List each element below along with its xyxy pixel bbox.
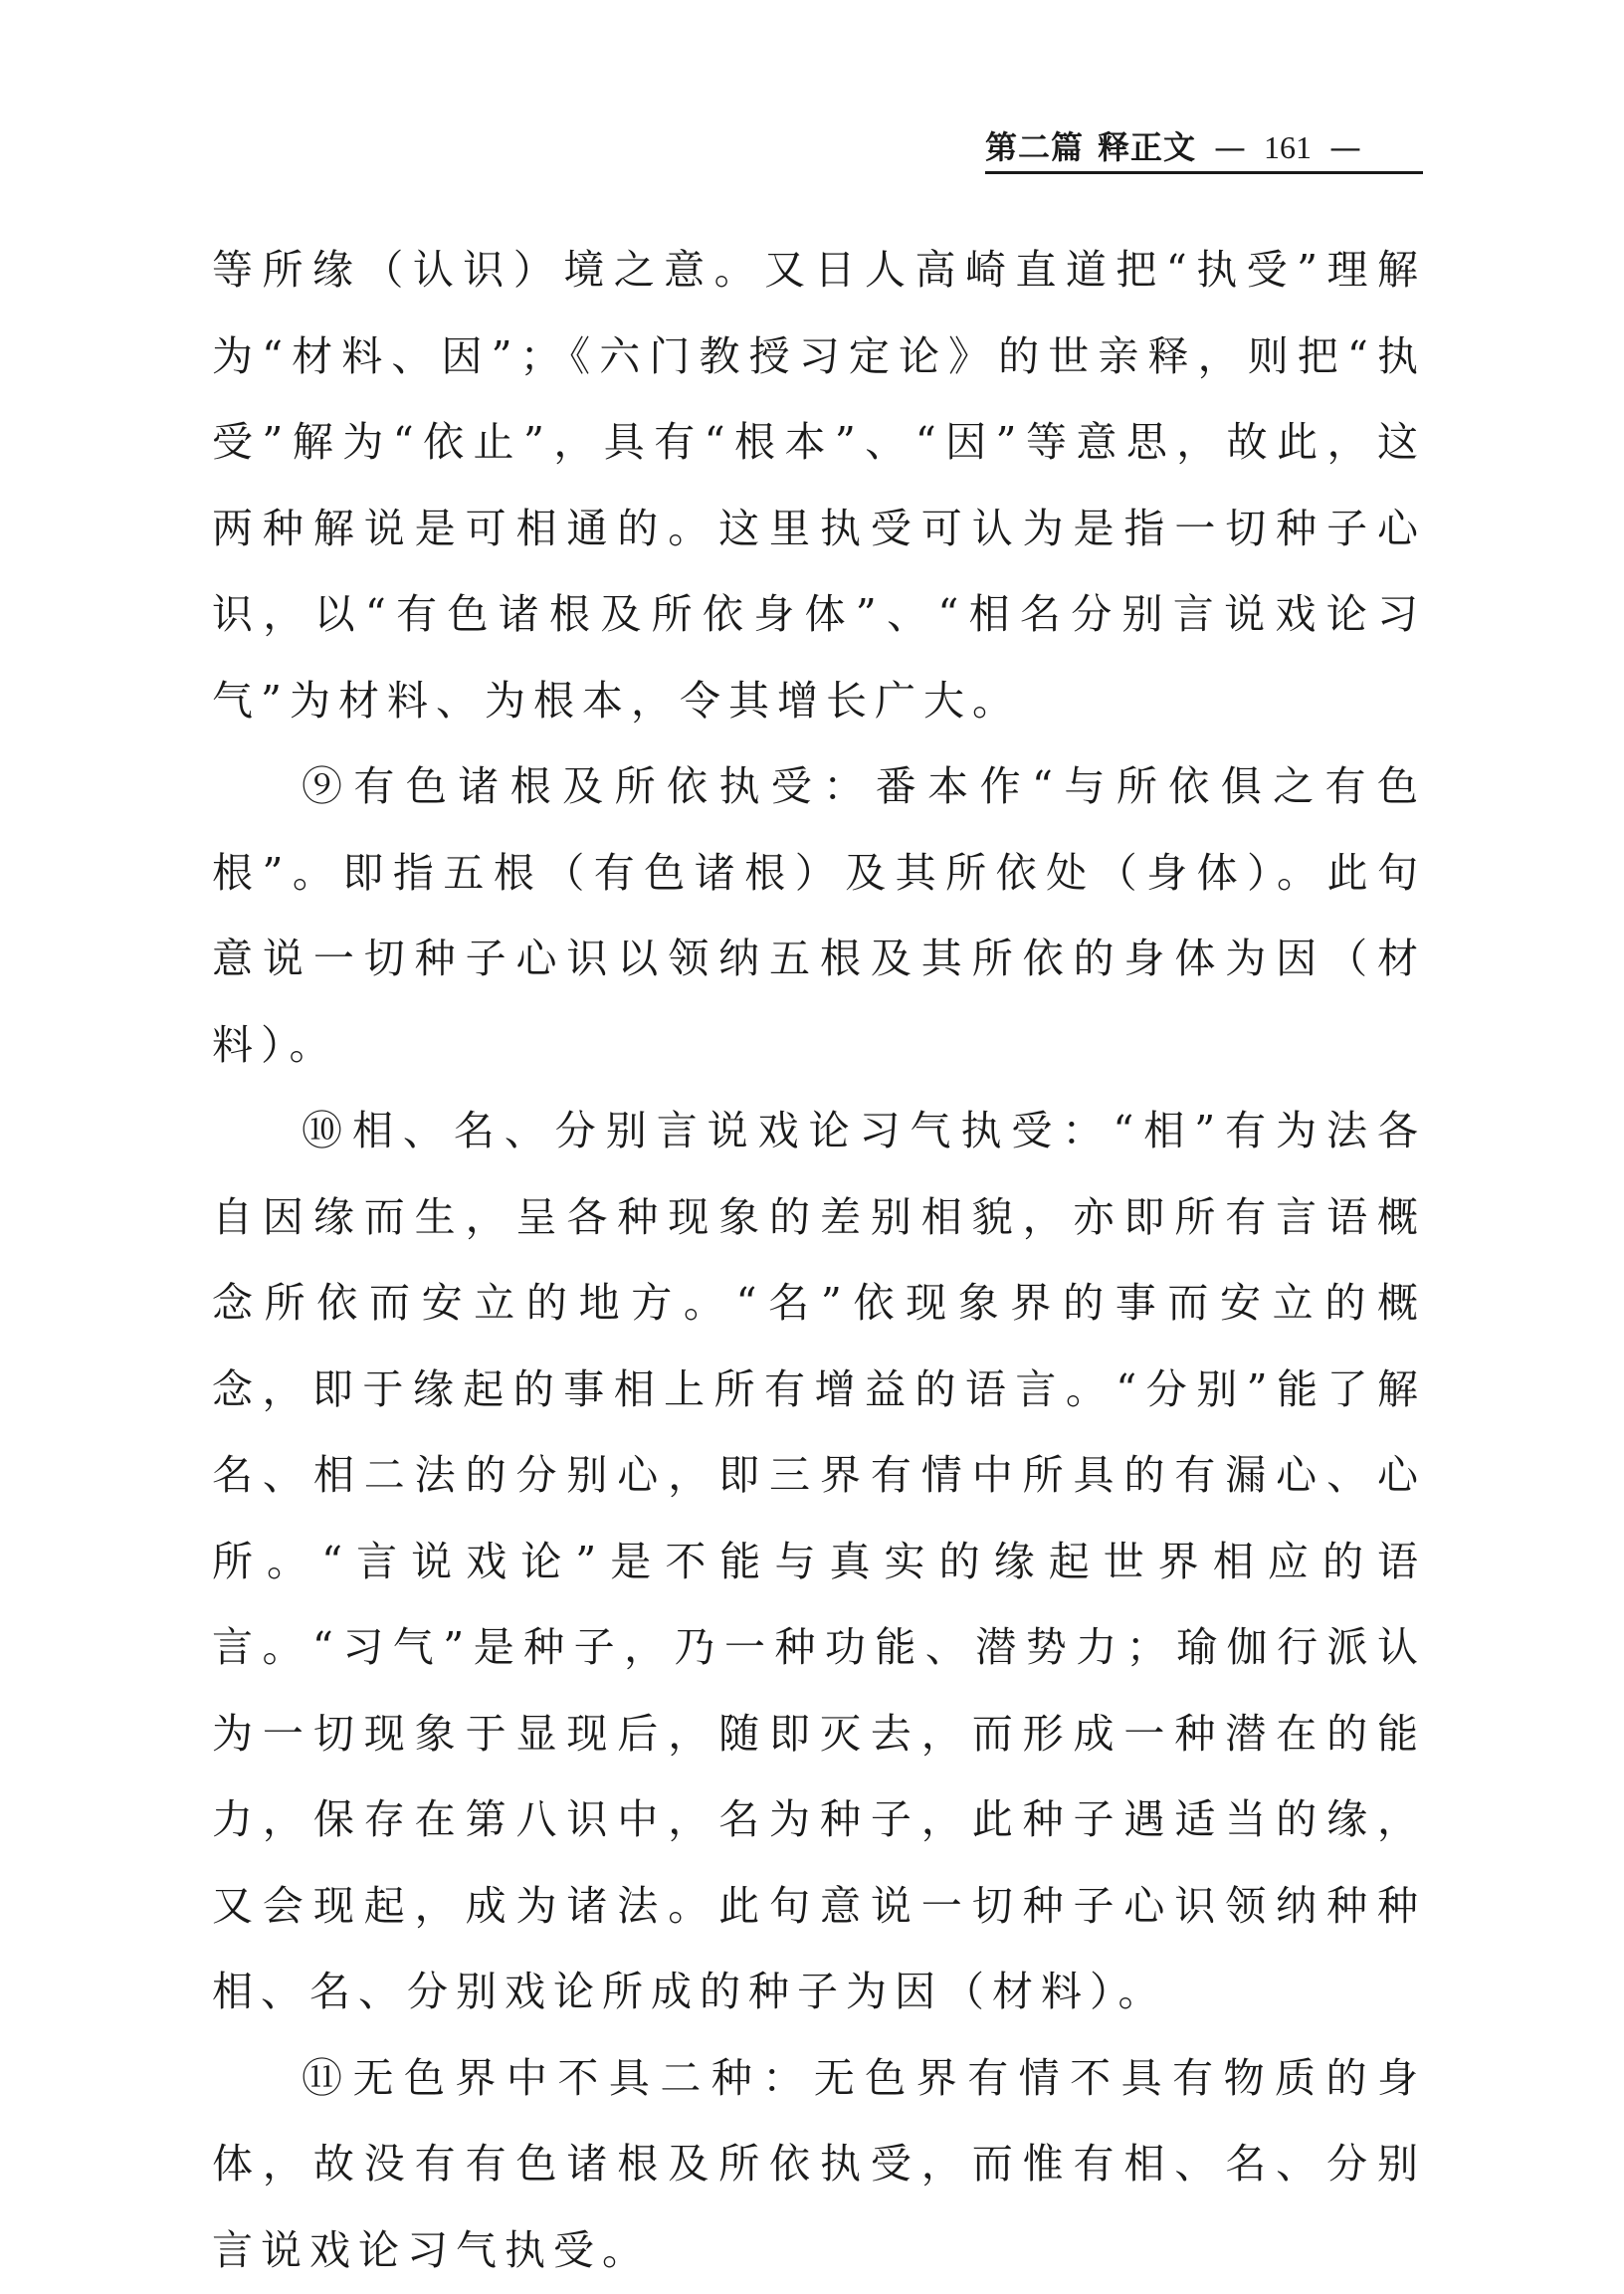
header-title: 释正文: [1098, 128, 1197, 166]
note-9: ⑨有色诸根及所依执受：番本作“与所依俱之有色根”。即指五根（有色诸根）及其所依处（身体）。此句意说一切种子心识以领纳五根及其所依的身体为因（材料）。: [212, 762, 1426, 1069]
page-number: 161: [1264, 129, 1313, 165]
header-dash-left: —: [1214, 128, 1247, 166]
header-dash-right: —: [1329, 128, 1362, 166]
note-11: ⑪无色界中不具二种：无色界有情不具有物质的身体，故没有有色诸根及所依执受，而惟有相、名、分别言说戏论习气执受。: [212, 2053, 1426, 2274]
header-section: 第二篇: [985, 128, 1085, 166]
paragraph-continued: 等所缘（认识）境之意。又日人高崎直道把“执受”理解为“材料、因”；《六门教授习定论》的世亲释，则把“执受”解为“依止”，具有“根本”、“因”等意思，故此，这两种解说是可相通的。这里执受可认为是指一切种子心识，以“有色诸根及所依身体”、“相名分别言说戏论习气”为材料、为根本，令其增长广大。: [212, 246, 1426, 725]
body-text: [212, 227, 1426, 2293]
running-header: [985, 123, 1423, 174]
note-10: ⑩相、名、分别言说戏论习气执受：“相”有为法各自因缘而生，呈各种现象的差别相貌，亦即所有言语概念所依而安立的地方。“名”依现象界的事而安立的概念，即于缘起的事相上所有增益的语言。“分别”能了解名、相二法的分别心，即三界有情中所具的有漏心、心所。“言说戏论”是不能与真实的缘起世界相应的语言。“习气”是种子，乃一种功能、潜势力；瑜伽行派认为一切现象于显现后，随即灭去，而形成一种潜在的能力，保存在第八识中，名为种子，此种子遇适当的缘，又会现起，成为诸法。此句意说一切种子心识领纳种种相、名、分别戏论所成的种子为因（材料）。: [212, 1107, 1426, 2015]
